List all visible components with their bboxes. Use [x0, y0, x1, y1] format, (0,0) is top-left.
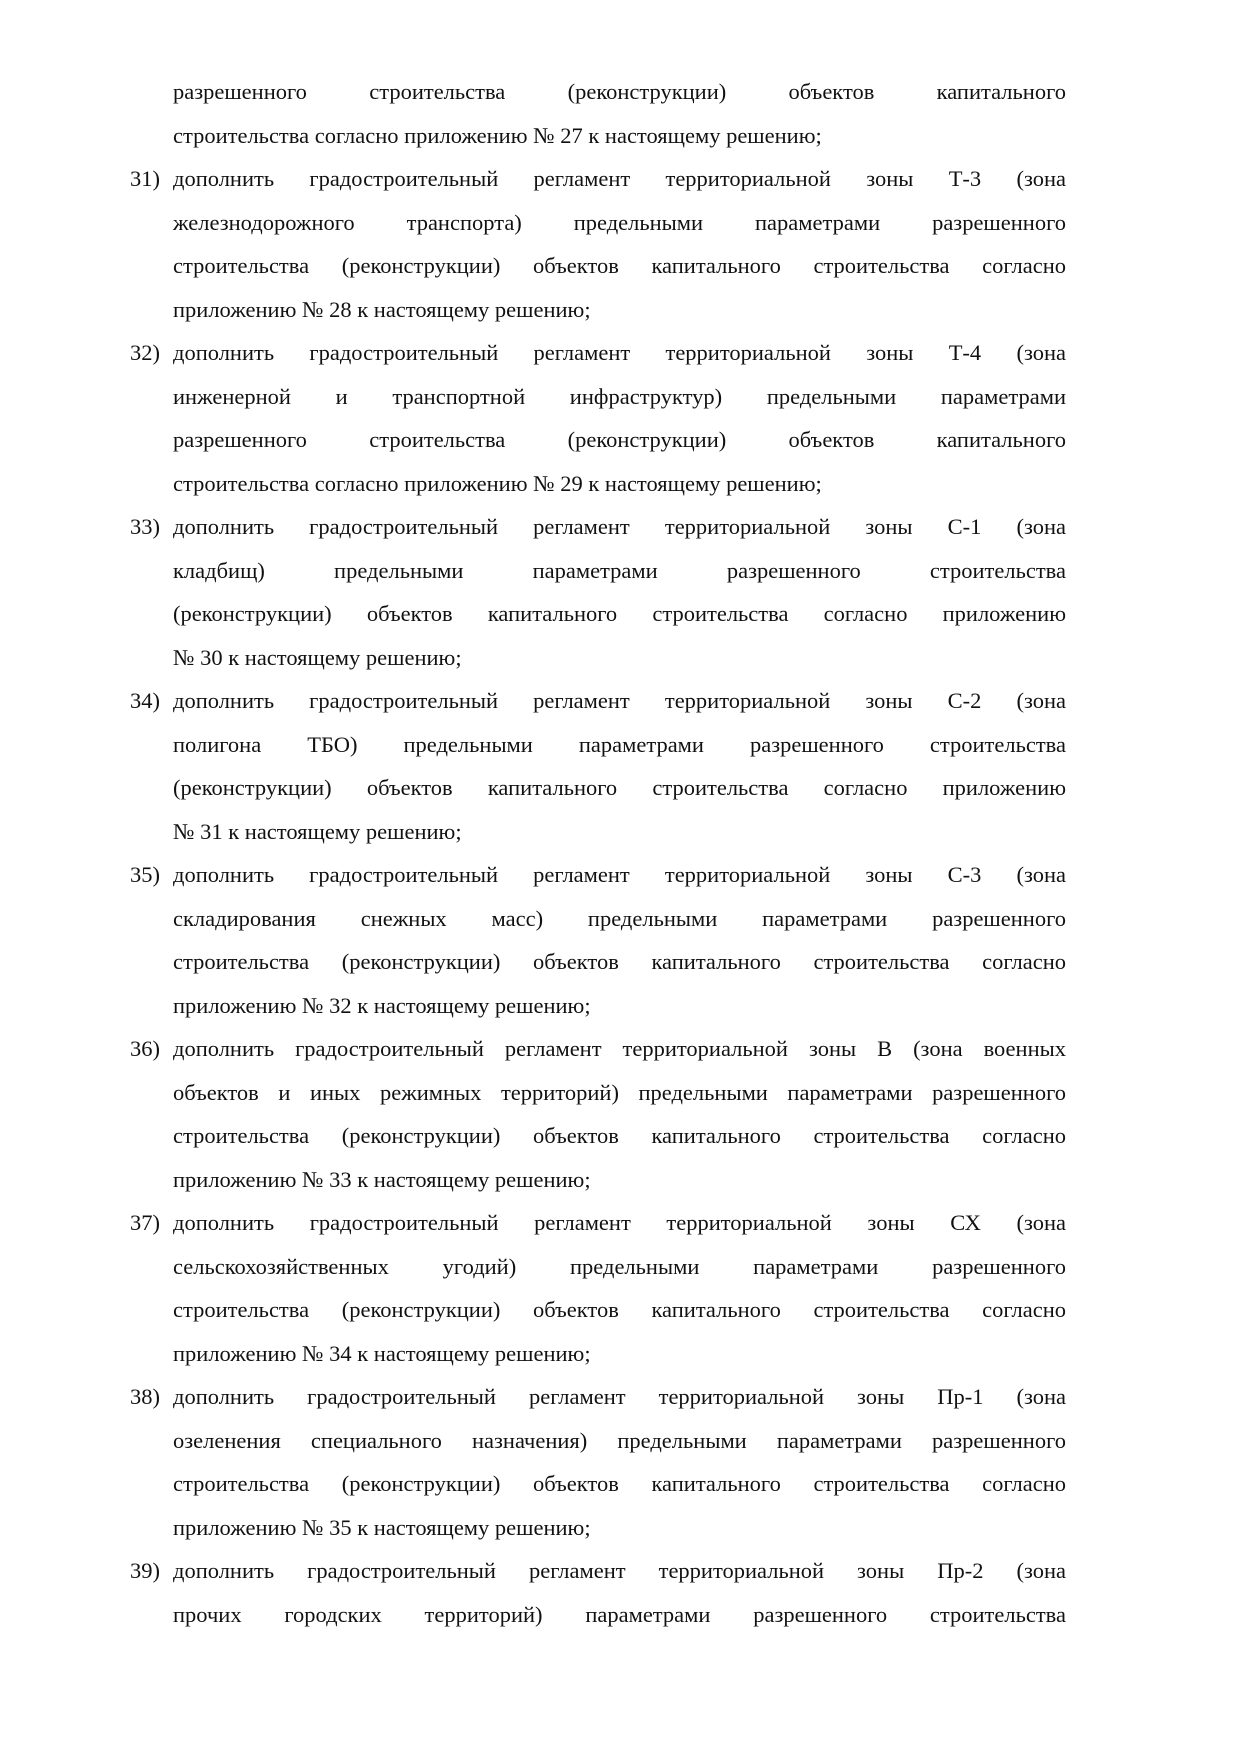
text-line: складирования снежных масс) предельными параметрами разрешенного [173, 905, 1066, 931]
text-line: приложению № 33 к настоящему решению; [173, 1166, 591, 1192]
list-item-35 [130, 853, 1066, 1027]
text-line: разрешенного строительства (реконструкции) объектов капитального [173, 79, 1066, 104]
text-line: прочих городских территорий) параметрами разрешенного строительства [173, 1601, 1066, 1627]
text-line: строительства согласно приложению № 27 к настоящему решению; [173, 122, 822, 148]
list-item-32 [130, 331, 1066, 505]
text-line: строительства согласно приложению № 29 к настоящему решению; [173, 470, 822, 496]
text-line: строительства (реконструкции) объектов капитального строительства согласно [173, 1297, 1066, 1322]
text-line: полигона ТБО) предельными параметрами разрешенного строительства [173, 731, 1066, 757]
text-line: приложению № 32 к настоящему решению; [173, 992, 591, 1018]
list-item-39 [130, 1549, 1066, 1636]
item-number: 38) [130, 1384, 160, 1409]
text-line: приложению № 34 к настоящему решению; [173, 1340, 591, 1366]
list-item-38 [130, 1375, 1066, 1549]
list-item-33 [130, 505, 1066, 679]
list-item-31 [130, 157, 1066, 331]
item-number: 33) [130, 514, 160, 539]
list-item-36 [130, 1027, 1066, 1201]
item-number: 39) [130, 1558, 160, 1583]
text-line: объектов и иных режимных территорий) предельными параметрами разрешенного [173, 1079, 1066, 1105]
text-line: приложению № 35 к настоящему решению; [173, 1514, 591, 1540]
text-line: сельскохозяйственных угодий) предельными параметрами разрешенного [173, 1253, 1066, 1279]
text-line: дополнить градостроительный регламент территориальной зоны С-1 (зона [173, 514, 1066, 539]
text-line: (реконструкции) объектов капитального строительства согласно приложению [173, 601, 1066, 626]
text-line: разрешенного строительства (реконструкции) объектов капитального [173, 427, 1066, 452]
list-item-37 [130, 1201, 1066, 1375]
text-line: строительства (реконструкции) объектов капитального строительства согласно [173, 1123, 1066, 1148]
text-line: инженерной и транспортной инфраструктур) предельными параметрами [173, 383, 1066, 409]
item-number: 34) [130, 688, 160, 713]
item-number: 37) [130, 1210, 160, 1235]
text-line: кладбищ) предельными параметрами разрешенного строительства [173, 557, 1066, 583]
document-body [130, 70, 1066, 1636]
item-number: 32) [130, 340, 160, 365]
text-line: дополнить градостроительный регламент территориальной зоны Пр-2 (зона [173, 1558, 1066, 1583]
text-line: строительства (реконструкции) объектов капитального строительства согласно [173, 1471, 1066, 1496]
text-line: озеленения специального назначения) предельными параметрами разрешенного [173, 1427, 1066, 1453]
list-item-34 [130, 679, 1066, 853]
text-line: железнодорожного транспорта) предельными параметрами разрешенного [173, 209, 1066, 235]
text-line: № 31 к настоящему решению; [173, 818, 462, 844]
text-line: дополнить градостроительный регламент территориальной зоны Т-4 (зона [173, 340, 1066, 365]
item-number: 36) [130, 1036, 160, 1061]
intro-continuation [173, 70, 1066, 157]
text-line: дополнить градостроительный регламент территориальной зоны СХ (зона [173, 1210, 1066, 1235]
text-line: дополнить градостроительный регламент территориальной зоны В (зона военных [173, 1036, 1066, 1061]
text-line: № 30 к настоящему решению; [173, 644, 462, 670]
text-line: дополнить градостроительный регламент территориальной зоны С-2 (зона [173, 688, 1066, 713]
item-number: 31) [130, 166, 160, 191]
item-number: 35) [130, 862, 160, 887]
text-line: строительства (реконструкции) объектов капитального строительства согласно [173, 949, 1066, 974]
text-line: дополнить градостроительный регламент территориальной зоны Т-3 (зона [173, 166, 1066, 191]
text-line: (реконструкции) объектов капитального строительства согласно приложению [173, 775, 1066, 800]
text-line: дополнить градостроительный регламент территориальной зоны Пр-1 (зона [173, 1384, 1066, 1409]
text-line: строительства (реконструкции) объектов капитального строительства согласно [173, 253, 1066, 278]
text-line: дополнить градостроительный регламент территориальной зоны С-3 (зона [173, 862, 1066, 887]
text-line: приложению № 28 к настоящему решению; [173, 296, 591, 322]
